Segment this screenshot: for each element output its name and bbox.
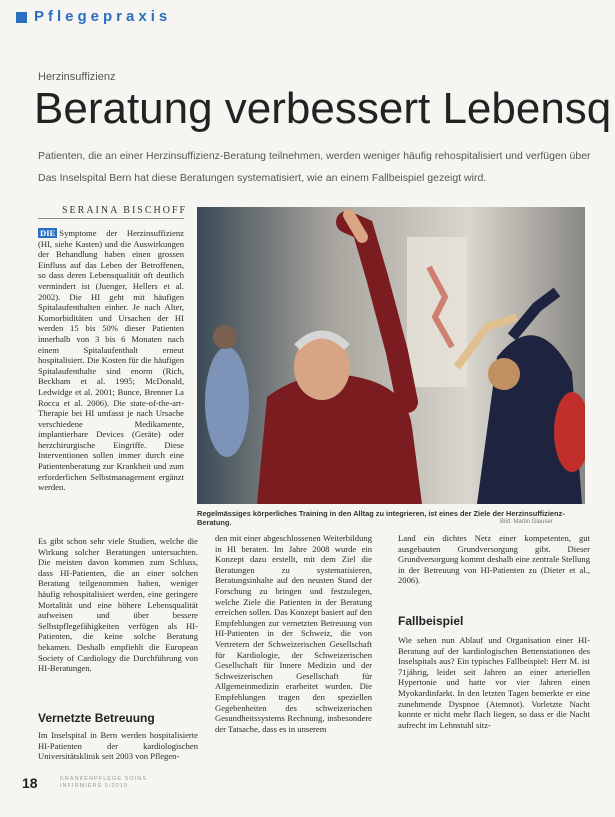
photo-caption: Regelmässiges körperliches Training in den Alltag zu integrieren, ist eines der Ziele der Herzinsuffizienz-Beratung. [197, 509, 565, 527]
section-marker [16, 12, 27, 23]
article-overline: Herzinsuffizienz [38, 71, 116, 83]
article-author: SERAINA BISCHOFF [62, 205, 188, 216]
column-1-bottom [38, 536, 198, 698]
column-2-text: den mit einer abgeschlossenen Weiterbildung in HI beraten. Im Jahre 2008 wurde ein Konzept dazu erstellt, mit dem Ziel die Beratungen zu systematisieren, Beratungsinhalte auf den neusten Stand der Forschung zu bringen und festzulegen, welche Ziele die Patienten in der Beratung erreichen sollen. Das Konzept basiert auf den Empfehlungen zur vernetzten Betreuung von HI-Patienten in der Schweiz, die von Vertretern der Schweizerischen Gesellschaft für Kardiologie, der Schweizerischen Gesellschaft für Innere Medizin und der Schweizerischen Gesellschaft für Allgemeinmedizin erarbeitet wurden. Die Empfehlungen tragen den speziellen Gegebenheiten des schweizerischen Gesundheitssystems Rechnung, insbesondere der Tatsache, dass es in unserem [215, 533, 372, 734]
column-1-continued-text: Es gibt schon sehr viele Studien, welche die Wirkung solcher Beratungen untersuchten. Die meisten davon kommen zum Schluss, dass HI-Patienten, die an einer solchen Beratung teilgenommen haben, weniger häufig rehospitalisiert werden, eine geringere Mortalität und eine höhere Lebensqualität aufweisen und über bessere Selbstpflegefähigkeiten verfügen als HI-Patienten, die keine solche Beratung bekamen. Deshalb empfiehlt die European Society of Cardiology die Durchführung von HI-Beratungen. [38, 536, 198, 674]
column-1-top [38, 228, 184, 534]
column-3-case-text: Wie sehen nun Ablauf und Organisation einer HI-Beratung auf der kardiologischen Bettenstationen des Inselspitals aus? Ein typisches Fallbeispiel: Herr M. ist 71jährig, leidet seit Jahren an einer arteriellen Hypertonie und hatte vor vier Jahren einen Myokardinfarkt. In den letzten Tagen bemerkte er eine zunehmende Dyspnoe (Atemnot). Vorletzte Nacht konnte er nicht mehr flach liegen, so dass er die Nacht aufrecht im Lehnstuhl sitz- [398, 635, 590, 730]
article-lead-line-2: Das Inselspital Bern hat diese Beratungen systematisiert, wie an einem Fallbeispiel gezeigt wird. [38, 172, 487, 184]
author-rule [38, 218, 184, 219]
column-3-bottom [398, 635, 590, 765]
exercise-photo-illustration [197, 207, 585, 504]
drop-cap: DIE [40, 228, 56, 238]
subheading-fallbeispiel: Fallbeispiel [398, 614, 464, 628]
subheading-vernetzte-betreuung: Vernetzte Betreuung [38, 711, 155, 725]
column-1-tail [38, 730, 198, 764]
page-number: 18 [22, 775, 38, 791]
article-headline: Beratung verbessert Lebensq [34, 84, 612, 133]
article-photo [197, 207, 585, 504]
photo-credit: Bild: Martin Glauser [500, 519, 553, 525]
column-2 [215, 533, 372, 765]
article-lead-line-1: Patienten, die an einer Herzinsuffizienz-Beratung teilnehmen, werden weniger häufig rehospitalisiert und verfügen über [38, 150, 591, 162]
magazine-footer [60, 776, 147, 790]
footer-line-2: INFIRMIERS 5/2010 [60, 783, 128, 789]
column-1-intro-text: Symptome der Herzinsuffizienz (HI, siehe Kasten) und die Auswirkungen der Behandlung haben einen grossen Einfluss auf das Leben der Betroffenen, so dass deren Lebensqualität oft deutlich vermindert ist (Juenger, Hellers et al. 2002). Die HI geht mit häufigen Spitalaufenthalten einher. Je nach Alter, Komorbiditäten und Ursachen der HI werden 15 bis 50% dieser Patienten innerhalb von 3 bis 6 Monaten nach einem Spitalaufenthalt erneut hospitalisiert. Die Kosten für die häufigen Spitalaufenthalte sind enorm (Rich, Beckham et al. 1995; McDonald, Ledwidge et al. 2001; Bunce, Brenner La Rocca et al. 2006). Die state-of-the-art-Therapie bei HI umfasst je nach Ursache verschiedene Medikamente, implantierbare Devices (Geräte) oder herzchirurgische Eingriffe. Diese Interventionen sollen immer durch eine Patientenberatung zur Krankheit und zum erforderlichen Selbstmanagement ergänzt werden. [38, 228, 184, 493]
column-1-tail-text: Im Inselspital in Bern werden hospitalisierte HI-Patienten der kardiologischen Universitätsklinik seit 2003 von Pflegen- [38, 730, 198, 762]
column-3-top [398, 533, 590, 607]
footer-line-1: KRANKENPFLEGE SOINS [60, 776, 148, 782]
column-3-intro-text: Land ein dichtes Netz einer kompetenten, gut ausgebauten Grundversorgung gibt. Dieser Grundversorgung kommt deshalb eine zentrale Stellung in der Betreuung von HI-Patienten zu (Dieter et al., 2006). [398, 533, 590, 586]
section-title: Pflegepraxis [34, 8, 172, 25]
